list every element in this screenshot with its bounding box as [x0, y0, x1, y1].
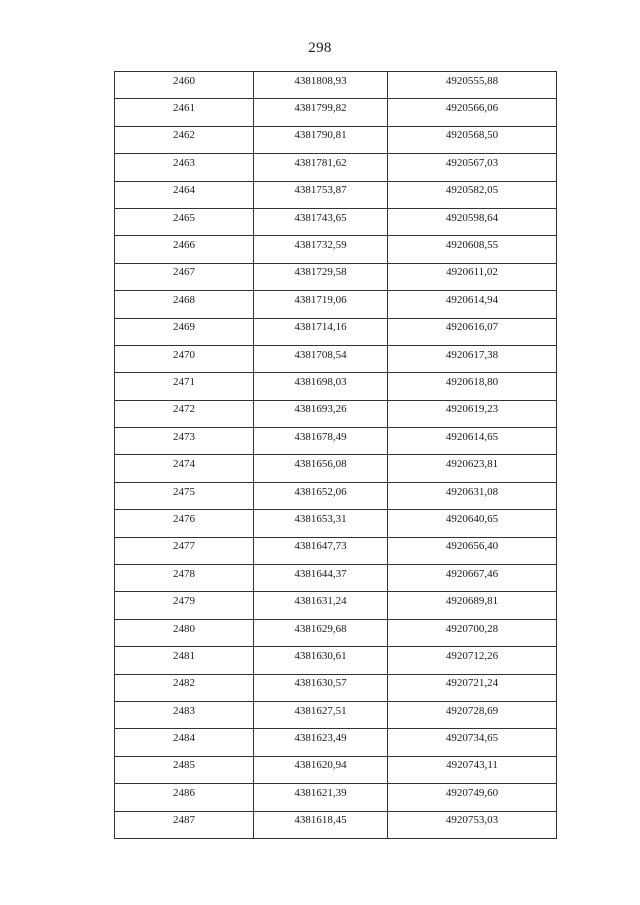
coordinates-table-body	[115, 72, 557, 839]
y-coordinate-cell-text: 4920617,38	[445, 348, 499, 361]
point-number-cell-text: 2474	[173, 458, 195, 471]
point-number-cell-text: 2469	[173, 321, 195, 334]
table-row	[115, 99, 557, 126]
x-coordinate-cell-text: 4381652,06	[294, 485, 347, 498]
y-coordinate-cell	[388, 208, 557, 235]
x-coordinate-cell	[254, 263, 388, 290]
point-number-cell-text: 2487	[173, 814, 195, 827]
x-coordinate-cell-text: 4381653,31	[294, 512, 347, 525]
point-number-cell-text: 2470	[173, 348, 195, 361]
x-coordinate-cell	[254, 701, 388, 728]
table-row	[115, 811, 557, 838]
x-coordinate-cell	[254, 345, 388, 372]
point-number-cell	[115, 400, 254, 427]
x-coordinate-cell-text: 4381678,49	[294, 430, 347, 443]
y-coordinate-cell-text: 4920614,94	[445, 293, 499, 306]
y-coordinate-cell-text: 4920567,03	[445, 156, 499, 169]
y-coordinate-cell	[388, 72, 557, 99]
y-coordinate-cell-text: 4920611,02	[446, 266, 498, 279]
x-coordinate-cell	[254, 674, 388, 701]
y-coordinate-cell-text: 4920623,81	[445, 458, 499, 471]
table-row	[115, 537, 557, 564]
x-coordinate-cell-text: 4381630,61	[294, 649, 347, 662]
point-number-cell-text: 2480	[173, 622, 195, 635]
point-number-cell-text: 2472	[173, 403, 195, 416]
x-coordinate-cell	[254, 208, 388, 235]
y-coordinate-cell-text: 4920656,40	[445, 540, 499, 553]
point-number-cell-text: 2467	[173, 266, 195, 279]
x-coordinate-cell-text: 4381714,16	[294, 321, 347, 334]
y-coordinate-cell	[388, 345, 557, 372]
table-row	[115, 455, 557, 482]
y-coordinate-cell-text: 4920721,24	[445, 677, 499, 690]
table-row	[115, 701, 557, 728]
x-coordinate-cell	[254, 811, 388, 838]
y-coordinate-cell	[388, 784, 557, 811]
x-coordinate-cell	[254, 236, 388, 263]
y-coordinate-cell	[388, 318, 557, 345]
point-number-cell	[115, 181, 254, 208]
y-coordinate-cell-text: 4920582,05	[445, 184, 499, 197]
point-number-cell-text: 2482	[173, 677, 195, 690]
y-coordinate-cell	[388, 99, 557, 126]
x-coordinate-cell	[254, 756, 388, 783]
x-coordinate-cell-text: 4381732,59	[294, 239, 347, 252]
point-number-cell	[115, 510, 254, 537]
y-coordinate-cell-text: 4920618,80	[445, 375, 499, 388]
y-coordinate-cell-text: 4920689,81	[445, 595, 499, 608]
table-row	[115, 72, 557, 99]
point-number-cell	[115, 428, 254, 455]
table-row	[115, 400, 557, 427]
table-row	[115, 592, 557, 619]
y-coordinate-cell-text: 4920608,55	[445, 239, 499, 252]
table-row	[115, 208, 557, 235]
y-coordinate-cell	[388, 181, 557, 208]
point-number-cell	[115, 126, 254, 153]
y-coordinate-cell	[388, 400, 557, 427]
y-coordinate-cell	[388, 565, 557, 592]
point-number-cell-text: 2481	[173, 649, 195, 662]
point-number-cell-text: 2460	[173, 74, 195, 87]
x-coordinate-cell-text: 4381630,57	[294, 677, 347, 690]
table-row	[115, 756, 557, 783]
point-number-cell-text: 2476	[173, 512, 195, 525]
y-coordinate-cell	[388, 510, 557, 537]
y-coordinate-cell	[388, 455, 557, 482]
y-coordinate-cell	[388, 373, 557, 400]
table-row	[115, 373, 557, 400]
x-coordinate-cell-text: 4381621,39	[294, 786, 347, 799]
point-number-cell	[115, 482, 254, 509]
point-number-cell	[115, 592, 254, 619]
table-row	[115, 428, 557, 455]
y-coordinate-cell-text: 4920598,64	[445, 211, 499, 224]
x-coordinate-cell	[254, 619, 388, 646]
table-row	[115, 482, 557, 509]
point-number-cell	[115, 263, 254, 290]
x-coordinate-cell-text: 4381708,54	[294, 348, 347, 361]
y-coordinate-cell-text: 4920700,28	[445, 622, 499, 635]
point-number-cell	[115, 565, 254, 592]
y-coordinate-cell-text: 4920566,06	[445, 102, 499, 115]
point-number-cell-text: 2479	[173, 595, 195, 608]
y-coordinate-cell-text: 4920568,50	[445, 129, 499, 142]
x-coordinate-cell-text: 4381629,68	[294, 622, 347, 635]
x-coordinate-cell	[254, 537, 388, 564]
point-number-cell-text: 2471	[173, 375, 195, 388]
point-number-cell-text: 2465	[173, 211, 195, 224]
table-row	[115, 729, 557, 756]
table-row	[115, 318, 557, 345]
y-coordinate-cell	[388, 701, 557, 728]
x-coordinate-cell	[254, 482, 388, 509]
y-coordinate-cell-text: 4920616,07	[445, 321, 499, 334]
y-coordinate-cell-text: 4920753,03	[445, 814, 499, 827]
y-coordinate-cell	[388, 811, 557, 838]
point-number-cell-text: 2477	[173, 540, 195, 553]
point-number-cell	[115, 811, 254, 838]
y-coordinate-cell	[388, 154, 557, 181]
point-number-cell-text: 2461	[173, 102, 195, 115]
table-row	[115, 345, 557, 372]
y-coordinate-cell	[388, 236, 557, 263]
x-coordinate-cell-text: 4381799,82	[294, 102, 347, 115]
point-number-cell	[115, 537, 254, 564]
x-coordinate-cell-text: 4381647,73	[294, 540, 347, 553]
x-coordinate-cell-text: 4381781,62	[294, 156, 347, 169]
x-coordinate-cell-text: 4381698,03	[294, 375, 347, 388]
x-coordinate-cell-text: 4381631,24	[294, 595, 347, 608]
y-coordinate-cell-text: 4920749,60	[445, 786, 499, 799]
table-row	[115, 647, 557, 674]
point-number-cell-text: 2475	[173, 485, 195, 498]
y-coordinate-cell	[388, 619, 557, 646]
y-coordinate-cell	[388, 291, 557, 318]
point-number-cell	[115, 674, 254, 701]
x-coordinate-cell	[254, 400, 388, 427]
x-coordinate-cell	[254, 729, 388, 756]
page-number: 298	[308, 40, 332, 56]
point-number-cell-text: 2466	[173, 239, 195, 252]
point-number-cell-text: 2486	[173, 786, 195, 799]
y-coordinate-cell-text: 4920640,65	[445, 512, 499, 525]
point-number-cell	[115, 208, 254, 235]
y-coordinate-cell	[388, 729, 557, 756]
point-number-cell-text: 2464	[173, 184, 195, 197]
x-coordinate-cell	[254, 510, 388, 537]
table-row	[115, 181, 557, 208]
x-coordinate-cell	[254, 455, 388, 482]
x-coordinate-cell	[254, 373, 388, 400]
table-row	[115, 674, 557, 701]
table-row	[115, 510, 557, 537]
y-coordinate-cell	[388, 647, 557, 674]
table-row	[115, 154, 557, 181]
x-coordinate-cell-text: 4381790,81	[294, 129, 347, 142]
point-number-cell	[115, 784, 254, 811]
x-coordinate-cell-text: 4381656,08	[294, 458, 347, 471]
point-number-cell-text: 2473	[173, 430, 195, 443]
y-coordinate-cell-text: 4920712,26	[445, 649, 499, 662]
x-coordinate-cell	[254, 126, 388, 153]
y-coordinate-cell-text: 4920743,11	[446, 759, 498, 772]
y-coordinate-cell-text: 4920728,69	[445, 704, 499, 717]
point-number-cell	[115, 291, 254, 318]
y-coordinate-cell	[388, 592, 557, 619]
x-coordinate-cell	[254, 565, 388, 592]
table-row	[115, 619, 557, 646]
point-number-cell	[115, 236, 254, 263]
x-coordinate-cell	[254, 72, 388, 99]
point-number-cell-text: 2483	[173, 704, 195, 717]
x-coordinate-cell	[254, 647, 388, 674]
x-coordinate-cell-text: 4381693,26	[294, 403, 347, 416]
table-row	[115, 784, 557, 811]
y-coordinate-cell	[388, 756, 557, 783]
y-coordinate-cell-text: 4920667,46	[445, 567, 499, 580]
point-number-cell-text: 2468	[173, 293, 195, 306]
point-number-cell-text: 2484	[173, 732, 195, 745]
x-coordinate-cell	[254, 154, 388, 181]
point-number-cell	[115, 345, 254, 372]
point-number-cell	[115, 647, 254, 674]
table-row	[115, 236, 557, 263]
coordinates-table	[114, 71, 557, 839]
x-coordinate-cell-text: 4381623,49	[294, 732, 347, 745]
y-coordinate-cell-text: 4920619,23	[445, 403, 499, 416]
point-number-cell-text: 2485	[173, 759, 195, 772]
point-number-cell	[115, 373, 254, 400]
x-coordinate-cell	[254, 784, 388, 811]
point-number-cell-text: 2463	[173, 156, 195, 169]
point-number-cell	[115, 72, 254, 99]
table-row	[115, 126, 557, 153]
point-number-cell	[115, 99, 254, 126]
point-number-cell	[115, 455, 254, 482]
point-number-cell	[115, 154, 254, 181]
x-coordinate-cell-text: 4381618,45	[294, 814, 347, 827]
y-coordinate-cell	[388, 674, 557, 701]
table-row	[115, 291, 557, 318]
y-coordinate-cell	[388, 263, 557, 290]
x-coordinate-cell-text: 4381620,94	[294, 759, 347, 772]
y-coordinate-cell	[388, 126, 557, 153]
point-number-cell	[115, 619, 254, 646]
y-coordinate-cell-text: 4920631,08	[445, 485, 499, 498]
y-coordinate-cell	[388, 537, 557, 564]
point-number-cell	[115, 701, 254, 728]
table-row	[115, 565, 557, 592]
x-coordinate-cell	[254, 318, 388, 345]
point-number-cell	[115, 756, 254, 783]
x-coordinate-cell	[254, 428, 388, 455]
y-coordinate-cell-text: 4920614,65	[445, 430, 499, 443]
x-coordinate-cell-text: 4381719,06	[294, 293, 347, 306]
x-coordinate-cell-text: 4381753,87	[294, 184, 347, 197]
x-coordinate-cell-text: 4381743,65	[294, 211, 347, 224]
x-coordinate-cell-text: 4381729,58	[294, 266, 347, 279]
y-coordinate-cell-text: 4920555,88	[445, 74, 499, 87]
y-coordinate-cell-text: 4920734,65	[445, 732, 499, 745]
x-coordinate-cell-text: 4381808,93	[294, 74, 347, 87]
x-coordinate-cell	[254, 291, 388, 318]
x-coordinate-cell	[254, 99, 388, 126]
y-coordinate-cell	[388, 428, 557, 455]
point-number-cell-text: 2478	[173, 567, 195, 580]
y-coordinate-cell	[388, 482, 557, 509]
point-number-cell-text: 2462	[173, 129, 195, 142]
table-row	[115, 263, 557, 290]
x-coordinate-cell-text: 4381627,51	[294, 704, 347, 717]
x-coordinate-cell-text: 4381644,37	[294, 567, 347, 580]
x-coordinate-cell	[254, 592, 388, 619]
point-number-cell	[115, 318, 254, 345]
x-coordinate-cell	[254, 181, 388, 208]
point-number-cell	[115, 729, 254, 756]
